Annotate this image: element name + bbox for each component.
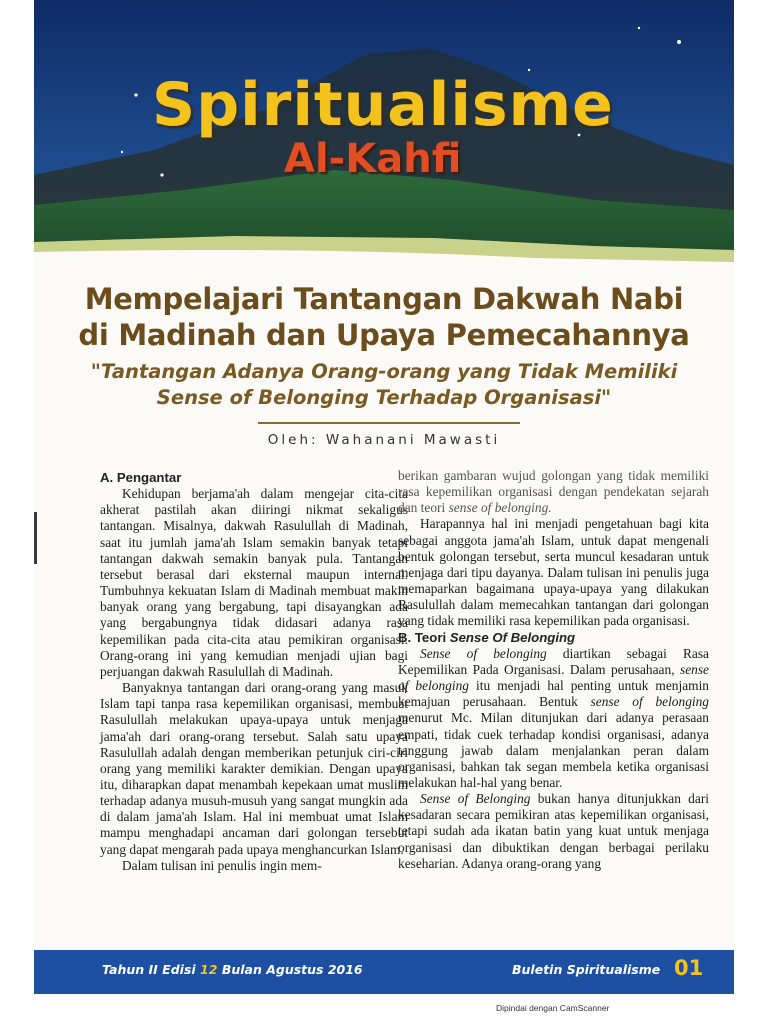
author-byline: Oleh: Wahanani Mawasti xyxy=(267,432,501,448)
article-subtitle-line-1: "Tantangan Adanya Orang-orang yang Tidak Memiliki xyxy=(90,360,678,383)
b-p2-term: Sense of Belonging xyxy=(420,791,531,807)
magazine-page xyxy=(34,0,734,994)
scan-edge-mark xyxy=(34,512,37,564)
right-paragraph-1-text: berikan gambaran wujud golongan yang tidak memiliki rasa kepemilikan organisasi dengan pendekatan sejarah dan teori xyxy=(398,468,709,516)
article-title-line-2: di Madinah dan Upaya Pemecahannya xyxy=(78,318,690,352)
b-p1-term-3: sense of belonging xyxy=(590,694,709,710)
left-column xyxy=(100,470,408,874)
section-b-heading-term: Sense Of Belonging xyxy=(449,629,576,645)
section-a-paragraph-1: Kehidupan berjama'ah dalam mengejar cita-cita akherat pastilah akan diiringi nikmat sekaligus tantangan. Misalnya, dakwah Rasulullah di Madinah, saat itu jumlah jama'ah Islam semakin banyak tetapi tantangan dakwah semakin banyak pula. Tantangan tersebut berasal dari eksternal maupun internal. Tumbuhnya kekuatan Islam di Madinah membuat makin banyak orang yang bergabung, tapi disayangkan ada yang bergabungnya tidak didasari adanya rasa kepemilikan pada cita-cita atau pemikiran organisasi. Orang-orang ini yang kemudian menjadi ujian bagi perjuangan dakwah Rasulullah di Madinah. xyxy=(100,486,408,679)
b-p1-term-2: sense of belonging xyxy=(398,661,709,694)
right-paragraph-1 xyxy=(398,468,709,516)
right-paragraph-1-term: sense of belonging. xyxy=(448,500,552,516)
b-p1-text-3: menurut Mc. Milan ditunjukan dari adanya perasaan empati, tidak cuek terhadap kondisi organisasi, adanya tanggung jawab dalam menjalankan peran dalam organisasi, bahkan tak segan membela ketika organisasi melakukan hal-hal yang benar. xyxy=(398,710,709,790)
section-a-paragraph-2: Banyaknya tantangan dari orang-orang yang masuk Islam tapi tanpa rasa kepemilikan organisasi, membuat Rasulullah melakukan upaya-upaya untuk menjaga jama'ah dari orang-orang tersebut. Salah satu upaya Rasulullah adalah dengan memberikan petunjuk ciri-ciri orang yang memiliki karakter demikian. Dengan upaya itu, diharapkan dapat menambah kepekaan umat muslim terhadap adanya musuh-musuh yang sangat mungkin ada di dalam jama'ah Islam. Hal ini membuat umat Islam mampu menghadapi ancaman dari golongan tersebut yang dapat mengarah pada upaya menghancurkan Islam. xyxy=(100,680,408,857)
section-b-paragraph-2 xyxy=(398,791,709,872)
section-b-paragraph-1 xyxy=(398,646,709,791)
right-column xyxy=(398,468,709,872)
article-subtitle-line-2: Sense of Belonging Terhadap Organisasi" xyxy=(156,386,612,409)
footer-bar xyxy=(34,950,734,994)
section-a-heading: A. Pengantar xyxy=(100,470,182,485)
page-number: 01 xyxy=(674,956,704,980)
article-title-line-1: Mempelajari Tantangan Dakwah Nabi xyxy=(84,282,684,316)
title-divider xyxy=(258,422,520,424)
b-p2-text: bukan hanya ditunjukkan dari kesadaran secara pemikiran atas kepemilikan organisasi, tetapi sudah ada ikatan batin yang kuat untuk menjaga organisasi dan dibuktikan dengan berbagai perilaku keseharian. Adanya orang-orang yang xyxy=(398,791,709,871)
publication-name: Buletin Spiritualisme xyxy=(512,962,661,977)
issue-prefix: Tahun II Edisi xyxy=(102,962,196,977)
section-b-heading xyxy=(398,630,709,646)
header-banner xyxy=(34,0,734,262)
b-p1-term-1: Sense of belonging xyxy=(420,645,547,661)
issue-info xyxy=(102,962,363,977)
issue-number: 12 xyxy=(200,962,218,977)
scanner-watermark: Dipindai dengan CamScanner xyxy=(496,1003,610,1013)
magazine-title: Spiritualisme xyxy=(152,70,614,140)
magazine-subtitle: Al-Kahfi xyxy=(284,136,462,182)
section-a-paragraph-3: Dalam tulisan ini penulis ingin mem- xyxy=(122,857,322,873)
issue-date: Bulan Agustus 2016 xyxy=(221,962,363,977)
right-paragraph-2: Harapannya hal ini menjadi pengetahuan bagi kita sebagai anggota jama'ah Islam, untuk dapat mengenali bentuk golongan tersebut, serta muncul kesadaran untuk menjaga dari tipu dayanya. Dalam tulisan ini penulis juga memaparkan bagaimana upaya-upaya yang dilakukan Rasulullah dalam memecahkan tantangan dari golongan yang tidak memiliki rasa kepemilikan pada organisasi. xyxy=(398,516,709,629)
b-p1-text-1: diartikan sebagai Rasa Kepemilikan Pada Organisasi. Dalam perusahaan, xyxy=(398,645,709,677)
section-b-heading-prefix: B. Teori xyxy=(398,629,447,645)
b-p1-text-2: itu menjadi hal penting untuk menjamin kemajuan perusahaan. Bentuk xyxy=(398,678,709,710)
